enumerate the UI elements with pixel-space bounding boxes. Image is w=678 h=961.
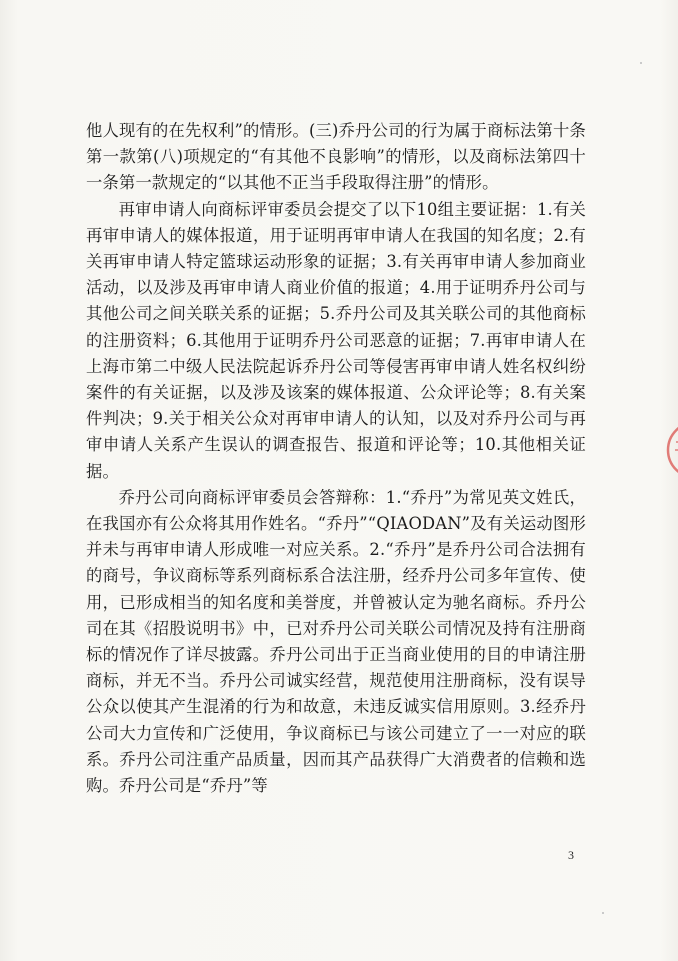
- paragraph-1: 他人现有的在先权利”的情形。(三)乔丹公司的行为属于商标法第十条第一款第(八)项规定的“有其他不良影响”的情形，以及商标法第四十一条第一款规定的“以其他不正当手段取得注册”的情形。: [86, 121, 586, 193]
- scan-speck: [602, 912, 604, 914]
- red-seal-fragment-icon: [662, 420, 678, 480]
- paragraph-2: 再审申请人向商标评审委员会提交了以下10组主要证据：1.有关再审申请人的媒体报道，用于证明再审申请人在我国的知名度；2.有关再审申请人特定篮球运动形象的证据；3.有关再审申请人参加商业活动，以及涉及再审申请人商业价值的报道；4.用于证明乔丹公司与其他公司之间关联关系的证据；5.乔丹公司及其关联公司的其他商标的注册资料；6.其他用于证明乔丹公司恶意的证据；7.再审申请人在上海市第二中级人民法院起诉乔丹公司等侵害再审申请人姓名权纠纷案件的有关证据，以及涉及该案的媒体报道、公众评论等；8.有关案件判决；9.关于相关公众对再审申请人的认知，以及对乔丹公司与再审申请人关系产生误认的调查报告、报道和评论等；10.其他相关证据。: [86, 199, 586, 481]
- scan-speck: [640, 62, 642, 64]
- paragraph-3: 乔丹公司向商标评审委员会答辩称：1.“乔丹”为常见英文姓氏，在我国亦有公众将其用作姓名。“乔丹”“QIAODAN”及有关运动图形并未与再审申请人形成唯一对应关系。2.“乔丹”是乔丹公司合法拥有的商号，争议商标等系列商标系合法注册，经乔丹公司多年宣传、使用，已形成相当的知名度和美誉度，并曾被认定为驰名商标。乔丹公司在其《招股说明书》中，已对乔丹公司关联公司情况及持有注册商标的情况作了详尽披露。乔丹公司出于正当商业使用的目的申请注册商标，并无不当。乔丹公司诚实经营，规范使用注册商标，没有误导公众以使其产生混淆的行为和故意，未违反诚实信用原则。3.经乔丹公司大力宣传和广泛使用，争议商标已与该公司建立了一一对应的联系。乔丹公司注重产品质量，因而其产品获得广大消费者的信赖和选购。乔丹公司是“乔丹”等: [86, 487, 586, 796]
- document-body: [86, 118, 586, 799]
- page-number: 3: [568, 848, 574, 862]
